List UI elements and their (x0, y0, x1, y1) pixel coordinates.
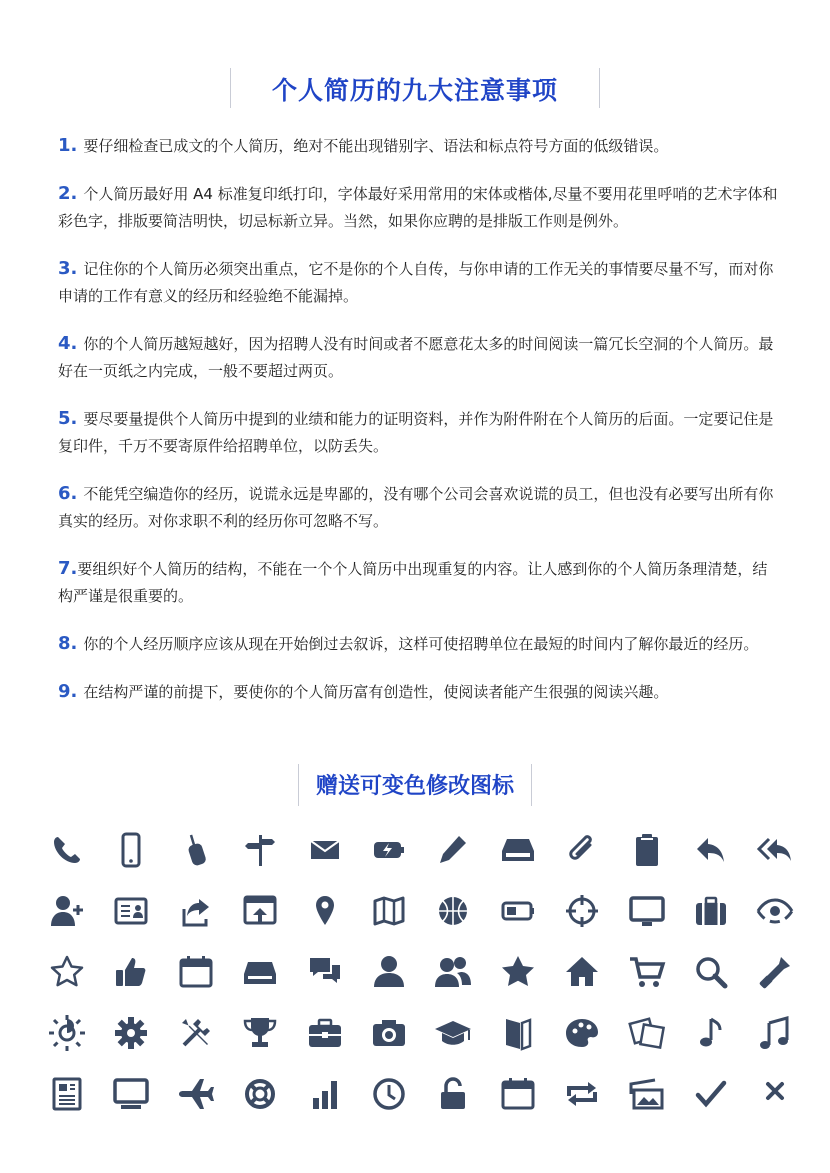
airplane-icon (174, 1072, 218, 1116)
inbox-icon (496, 828, 540, 872)
tip-number: 5. (58, 408, 78, 429)
shopping-cart-icon (625, 950, 669, 994)
title-frame (230, 68, 600, 108)
unlock-icon (431, 1072, 475, 1116)
tip-text: 个人简历最好用 A4 标准复印纸打印，字体最好采用常用的宋体或楷体,尽量不要用花里呼哨的艺术字体和彩色字，排版要简洁明快，切忌标新立异。当然，如果你应聘的是排版工作则是例外。 (58, 185, 778, 230)
pencil-icon (431, 828, 475, 872)
tip-number: 9. (58, 681, 78, 702)
tip-item (58, 132, 778, 160)
computer-icon (109, 1072, 153, 1116)
reply-all-icon (753, 828, 797, 872)
repeat-icon (560, 1072, 604, 1116)
lifebuoy-icon (238, 1072, 282, 1116)
map-icon (367, 889, 411, 933)
tip-item (58, 180, 778, 235)
tip-number: 6. (58, 483, 78, 504)
clipboard-icon (625, 828, 669, 872)
reply-icon (689, 828, 733, 872)
brightness-icon (45, 1011, 89, 1055)
flashlight-icon (753, 950, 797, 994)
basketball-icon (431, 889, 475, 933)
tip-item (58, 678, 778, 706)
subtitle-frame (298, 764, 532, 806)
id-card-icon (109, 889, 153, 933)
graduation-cap-icon (431, 1011, 475, 1055)
icon-row (45, 946, 795, 1007)
tip-item (58, 255, 778, 310)
tip-number: 3. (58, 258, 78, 279)
picture-icon (625, 1072, 669, 1116)
tip-number: 1. (58, 135, 78, 156)
share-icon (174, 889, 218, 933)
icon-row (45, 824, 795, 885)
tip-item (58, 555, 778, 610)
camera-icon (367, 1011, 411, 1055)
photos-icon (625, 1011, 669, 1055)
signpost-icon (238, 828, 282, 872)
chat-bubbles-icon (303, 950, 347, 994)
calendar-2-icon (496, 1072, 540, 1116)
tip-number: 4. (58, 333, 78, 354)
thumbs-up-icon (109, 950, 153, 994)
check-icon (689, 1072, 733, 1116)
palette-icon (560, 1011, 604, 1055)
book-icon (496, 1011, 540, 1055)
tip-text: 你的个人经历顺序应该从现在开始倒过去叙诉，这样可使招聘单位在最短的时间内了解你最近的经历。 (83, 635, 759, 653)
walkie-talkie-icon (174, 828, 218, 872)
tip-number: 8. (58, 633, 78, 654)
tip-item (58, 630, 778, 658)
tools-icon (174, 1011, 218, 1055)
user-icon (367, 950, 411, 994)
battery-charging-icon (367, 828, 411, 872)
bar-chart-icon (303, 1072, 347, 1116)
icon-row (45, 885, 795, 946)
eye-icon (753, 889, 797, 933)
clock-icon (367, 1072, 411, 1116)
section-title: 赠送可变色修改图标 (315, 774, 514, 799)
icon-grid (45, 824, 795, 1129)
phone-icon (45, 828, 89, 872)
inbox-tray-icon (238, 950, 282, 994)
tips-list (58, 132, 778, 726)
tip-text: 在结构严谨的前提下，要使你的个人简历富有创造性，使阅读者能产生很强的阅读兴趣。 (83, 683, 669, 701)
tip-text: 记住你的个人简历必须突出重点，它不是你的个人自传，与你申请的工作无关的事情要尽量不写，而对你申请的工作有意义的经历和经验绝不能漏掉。 (58, 260, 774, 305)
mail-icon (303, 828, 347, 872)
monitor-icon (625, 889, 669, 933)
tip-item (58, 480, 778, 535)
toolbox-icon (303, 1011, 347, 1055)
star-icon (496, 950, 540, 994)
home-icon (560, 950, 604, 994)
users-icon (431, 950, 475, 994)
suitcase-icon (689, 889, 733, 933)
crosshair-icon (560, 889, 604, 933)
add-user-icon (45, 889, 89, 933)
battery-low-icon (496, 889, 540, 933)
calendar-icon (174, 950, 218, 994)
tip-text: 要仔细检查已成文的个人简历，绝对不能出现错别字、语法和标点符号方面的低级错误。 (83, 137, 669, 155)
location-pin-icon (303, 889, 347, 933)
tip-text: 要组织好个人简历的结构，不能在一个个人简历中出现重复的内容。让人感到你的个人简历条理清楚，结构严谨是很重要的。 (58, 560, 768, 605)
close-icon (753, 1072, 797, 1116)
document-icon (45, 1072, 89, 1116)
mobile-icon (109, 828, 153, 872)
tip-text: 你的个人简历越短越好，因为招聘人没有时间或者不愿意花太多的时间阅读一篇冗长空洞的个人简历。最好在一页纸之内完成，一般不要超过两页。 (58, 335, 774, 380)
icon-row (45, 1068, 795, 1129)
icon-row (45, 1007, 795, 1068)
tip-number: 7. (58, 558, 78, 579)
tip-item (58, 330, 778, 385)
music-note-icon (689, 1011, 733, 1055)
tip-text: 不能凭空编造你的经历，说谎永远是卑鄙的，没有哪个公司会喜欢说谎的员工，但也没有必要写出所有你真实的经历。对你求职不利的经历你可忽略不写。 (58, 485, 774, 530)
page-title: 个人简历的九大注意事项 (271, 76, 558, 105)
tip-item (58, 405, 778, 460)
browser-upload-icon (238, 889, 282, 933)
music-notes-icon (753, 1011, 797, 1055)
trophy-icon (238, 1011, 282, 1055)
search-icon (689, 950, 733, 994)
paperclip-icon (560, 828, 604, 872)
gear-icon (109, 1011, 153, 1055)
tip-text: 要尽要量提供个人简历中提到的业绩和能力的证明资料，并作为附件附在个人简历的后面。一定要记住是复印件，千万不要寄原件给招聘单位，以防丢失。 (58, 410, 774, 455)
star-outline-icon (45, 950, 89, 994)
tip-number: 2. (58, 183, 78, 204)
